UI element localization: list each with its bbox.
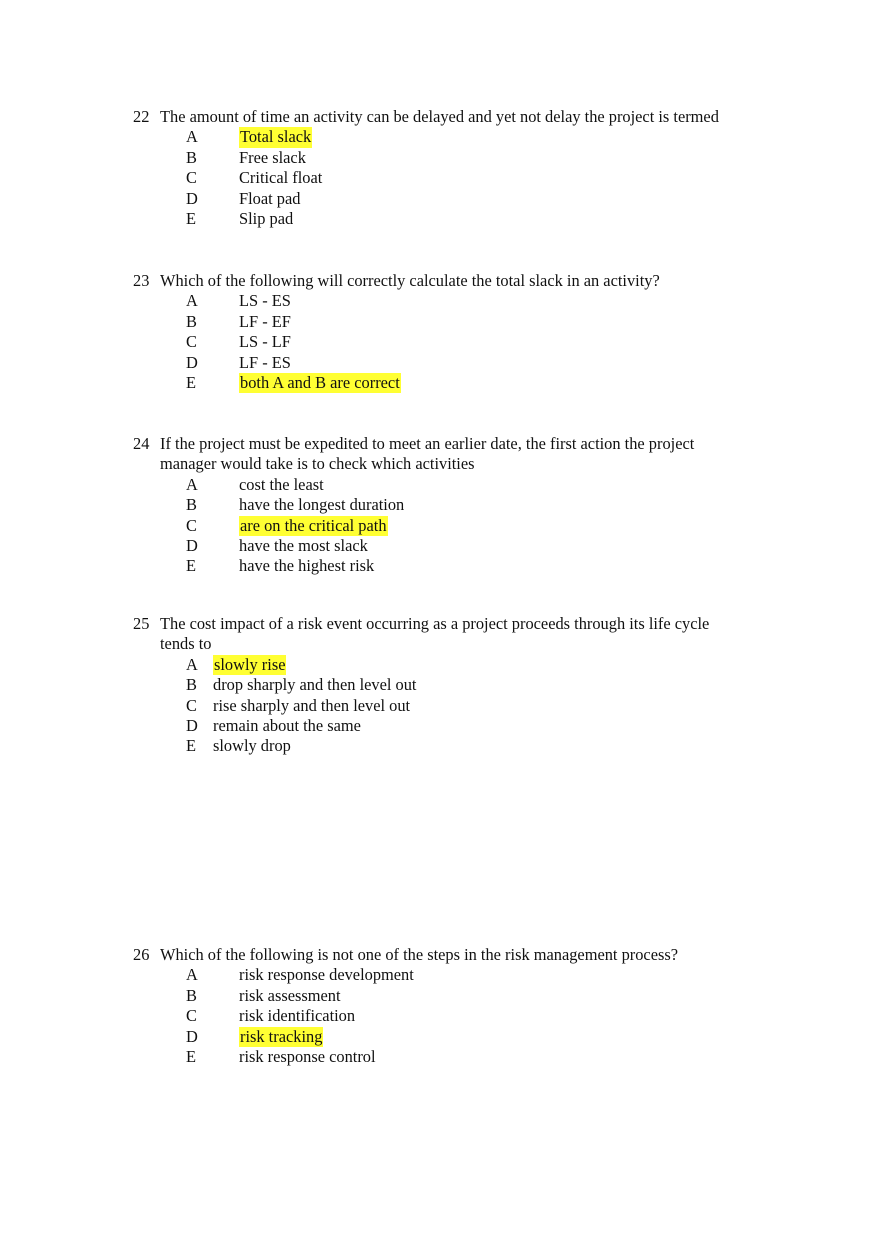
option-text: Float pad [239, 188, 301, 208]
option-letter: A [186, 654, 198, 674]
answer-option-e [0, 736, 880, 756]
option-letter: C [186, 515, 197, 535]
question-number: 23 [133, 271, 150, 290]
option-text: rise sharply and then level out [213, 695, 411, 715]
option-text-highlighted: both A and B are correct [240, 372, 400, 392]
option-letter: A [186, 127, 198, 147]
answer-option-d [0, 1027, 880, 1047]
question-23 [0, 271, 880, 393]
option-letter: B [186, 147, 197, 167]
question-number: 26 [133, 945, 150, 964]
option-text: have the longest duration [239, 495, 405, 515]
option-text-highlighted: are on the critical path [240, 515, 387, 535]
question-26 [0, 945, 880, 1067]
option-text-highlighted: Total slack [240, 127, 312, 147]
option-letter: D [186, 715, 198, 735]
option-letter: A [186, 965, 198, 985]
answer-option-d [0, 716, 880, 736]
option-text: risk assessment [239, 985, 341, 1005]
answer-option-c [0, 1006, 880, 1026]
question-text-line: The amount of time an activity can be delayed and yet not delay the project is termed [160, 107, 719, 126]
option-letter: B [186, 311, 197, 331]
option-letter: D [186, 1026, 198, 1046]
option-text: drop sharply and then level out [213, 675, 417, 695]
option-letter: D [186, 188, 198, 208]
option-text: have the most slack [239, 535, 368, 555]
answer-option-b [0, 986, 880, 1006]
option-text-highlighted: slowly rise [214, 654, 286, 674]
answer-option-e [0, 373, 880, 393]
option-text: risk identification [239, 1006, 356, 1026]
option-letter: D [186, 535, 198, 555]
answer-option-c [0, 516, 880, 536]
question-stem [0, 434, 880, 454]
question-text-line: If the project must be expedited to meet an earlier date, the first action the project [160, 434, 695, 453]
option-text-highlighted: risk tracking [240, 1026, 323, 1046]
option-text: cost the least [239, 474, 324, 494]
answer-option-b [0, 148, 880, 168]
option-letter: C [186, 168, 197, 188]
option-text: risk response development [239, 965, 414, 985]
option-letter: E [186, 736, 197, 756]
option-letter: E [186, 208, 197, 228]
option-text: risk response control [239, 1046, 376, 1066]
question-24 [0, 434, 880, 577]
answer-option-b [0, 312, 880, 332]
question-stem [0, 945, 880, 965]
answer-option-e [0, 556, 880, 576]
option-text: Critical float [239, 168, 323, 188]
question-text-line: Which of the following will correctly calculate the total slack in an activity? [160, 271, 660, 290]
option-text: remain about the same [213, 715, 361, 735]
option-text: Free slack [239, 147, 306, 167]
option-letter: C [186, 695, 197, 715]
answer-option-d [0, 353, 880, 373]
option-text: have the highest risk [239, 556, 375, 576]
option-letter: E [186, 1046, 197, 1066]
answer-option-b [0, 675, 880, 695]
option-letter: D [186, 352, 198, 372]
question-stem [0, 107, 880, 127]
option-letter: E [186, 372, 197, 392]
question-text-line: Which of the following is not one of the steps in the risk management process? [160, 945, 679, 964]
answer-option-a [0, 127, 880, 147]
answer-option-a [0, 655, 880, 675]
option-text: slowly drop [213, 736, 291, 756]
option-letter: E [186, 556, 197, 576]
option-text: Slip pad [239, 208, 294, 228]
option-letter: B [186, 675, 197, 695]
answer-option-b [0, 495, 880, 515]
answer-option-e [0, 209, 880, 229]
question-number: 24 [133, 434, 150, 453]
answer-option-a [0, 291, 880, 311]
option-letter: B [186, 495, 197, 515]
answer-option-d [0, 536, 880, 556]
option-letter: C [186, 1006, 197, 1026]
answer-option-c [0, 168, 880, 188]
answer-option-c [0, 696, 880, 716]
question-text-line: manager would take is to check which activities [160, 454, 475, 474]
option-text: LS - ES [239, 291, 291, 311]
question-stem-continuation [0, 634, 880, 654]
option-text: LF - EF [239, 311, 291, 331]
option-letter: A [186, 291, 198, 311]
question-number: 25 [133, 614, 150, 633]
question-25 [0, 614, 880, 757]
option-text: LS - LF [239, 332, 291, 352]
answer-option-d [0, 189, 880, 209]
answer-option-a [0, 475, 880, 495]
option-letter: B [186, 985, 197, 1005]
question-stem [0, 614, 880, 634]
question-text-line: The cost impact of a risk event occurring as a project proceeds through its life cycle [160, 614, 710, 633]
question-stem [0, 271, 880, 291]
answer-option-e [0, 1047, 880, 1067]
answer-option-a [0, 965, 880, 985]
option-letter: C [186, 332, 197, 352]
question-text-line: tends to [160, 634, 212, 654]
question-number: 22 [133, 107, 150, 126]
question-stem-continuation [0, 454, 880, 474]
answer-option-c [0, 332, 880, 352]
question-22 [0, 107, 880, 229]
option-letter: A [186, 474, 198, 494]
option-text: LF - ES [239, 352, 291, 372]
